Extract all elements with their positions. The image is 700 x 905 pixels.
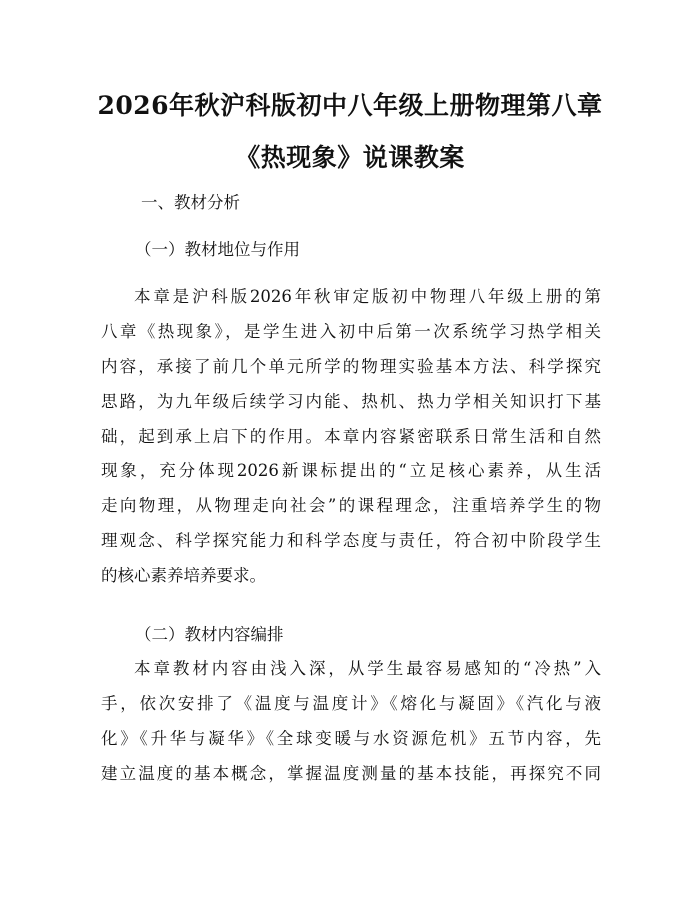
paragraph-line: 思路，为九年级后续学习内能、热机、热力学相关知识打下基 [101,391,601,411]
paragraph-line: 走向物理，从物理走向社会”的课程理念，注重培养学生的物 [101,496,601,516]
paragraph-position-and-role [101,280,601,594]
subsection-heading-position-and-role: （一）教材地位与作用 [135,240,300,259]
subsection-heading-content-arrangement: （二）教材内容编排 [135,625,284,644]
paragraph-line: 理观念、科学探究能力和科学态度与责任，符合初中阶段学生 [101,531,601,551]
paragraph-line: 本章是沪科版2026年秋审定版初中物理八年级上册的第 [134,287,601,306]
section-heading-textbook-analysis: 一、教材分析 [141,193,240,212]
paragraph-line: 建立温度的基本概念，掌握温度测量的基本技能，再探究不同 [101,763,601,783]
paragraph-line: 的核心素养培养要求。 [101,566,266,586]
paragraph-line: 八章《热现象》，是学生进入初中后第一次系统学习热学相关 [101,321,601,341]
paragraph-line: 础，起到承上启下的作用。本章内容紧密联系日常生活和自然 [101,426,601,446]
paragraph-line: 现象，充分体现2026新课标提出的“立足核心素养，从生活 [101,461,601,481]
paragraph-line: 手，依次安排了《温度与温度计》《熔化与凝固》《汽化与液 [101,693,601,713]
document-title-line-2: 《热现象》说课教案 [235,143,465,172]
paragraph-line: 化》《升华与凝华》《全球变暖与水资源危机》五节内容，先 [101,728,601,748]
paragraph-content-arrangement [101,652,601,792]
paragraph-line: 本章教材内容由浅入深，从学生最容易感知的“冷热”入 [134,659,601,678]
paragraph-line: 内容，承接了前几个单元所学的物理实验基本方法、科学探究 [101,356,601,376]
document-title-line-1: 2026年秋沪科版初中八年级上册物理第八章 [97,91,603,120]
